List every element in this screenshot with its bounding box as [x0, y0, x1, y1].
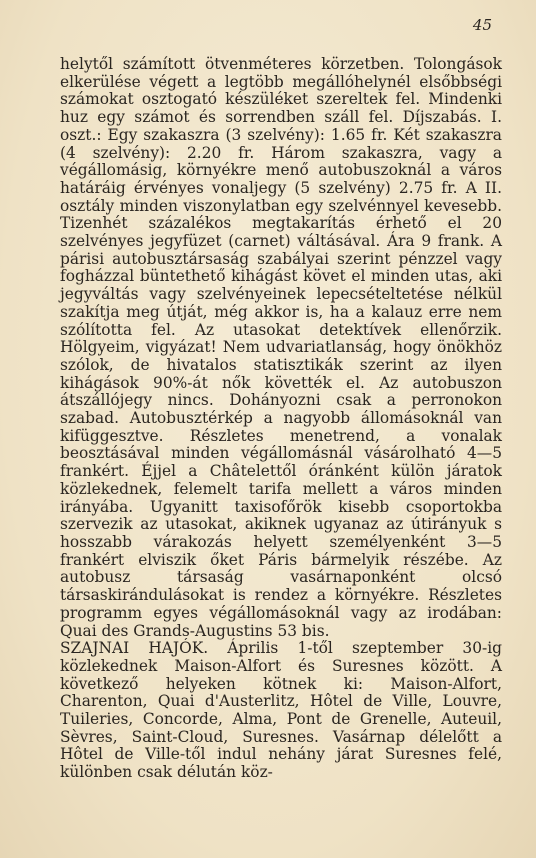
- page-number: 45: [472, 16, 492, 34]
- paragraph-seine-boats: SZAJNAI HAJÓK. Április 1-től szeptember 30-ig közlekednek Maison-Alfort és Suresnes között. A következő helyeken kötnek ki: Maison-Alfort, Charenton, Quai d'Austerlitz, Hôtel de Ville, Louvre, Tuileries, Concorde, Alma, Pont de Grenelle, Auteuil, Sèvres, Saint-Cloud, Suresnes. Vasárnap délelőtt a Hôtel de Ville-től indul nehány járat Suresnes felé, különben csak délután köz-: [60, 639, 502, 782]
- body-text: [60, 56, 502, 782]
- paragraph-autobus-rules: helytől számított ötvenméteres körzetben. Tolongások elkerülése végett a legtöbb megállóhelynél elsőbbségi számokat osztogató készüléket szereltek fel. Mindenki huz egy számot és sorrendben száll fel. Díjszabás. I. oszt.: Egy szakaszra (3 szelvény): 1.65 fr. Két szakaszra (4 szelvény): 2.20 fr. Három szakaszra, vagy a végállomásig, környékre menő autobuszoknál a város határáig érvényes vonaljegy (5 szelvény) 2.75 fr. A II. osztály minden viszonylatban egy szelvénnyel kevesebb. Tizenhét százalékos megtakarítás érhető el 20 szelvényes jegyfüzet (carnet) váltásával. Ára 9 frank. A párisi autobusztársaság szabályai szerint pénzzel vagy fogházzal büntethető kihágást követ el minden utas, aki jegyváltás vagy szelvényeinek lepecsételtetése nélkül szakítja meg útját, még akkor is, ha a kalauz erre nem szólította fel. Az utasokat detektívek ellenőrzik. Hölgyeim, vigyázat! Nem udvariatlanság, hogy önökhöz szólok, de hivatalos statisztikák szerint az ilyen kihágások 90%-át nők követték el. Az autobuszon átszállójegy nincs. Dohányozni csak a perronokon szabad. Autobusztérkép a nagyobb állomásoknál van kifüggesztve. Részletes menetrend, a vonalak beosztásával minden végállomásnál vásárolható 4—5 frankért. Éjjel a Châtelettől óránként külön járatok közlekednek, felemelt tarifa mellett a város minden irányába. Ugyanitt taxisofőrök kisebb csoportokba szervezik az utasokat, akiknek ugyanaz az útirányuk s hosszabb várakozás helyett személyenként 3—5 frankért elviszik őket Páris bármelyik részébe. Az autobusz társaság vasárnaponként olcsó társaskirándulásokat is rendez a környékre. Részletes programm egyes végállomásoknál vagy az irodában: Quai des Grands-Augustins 53 bis.: [60, 55, 502, 640]
